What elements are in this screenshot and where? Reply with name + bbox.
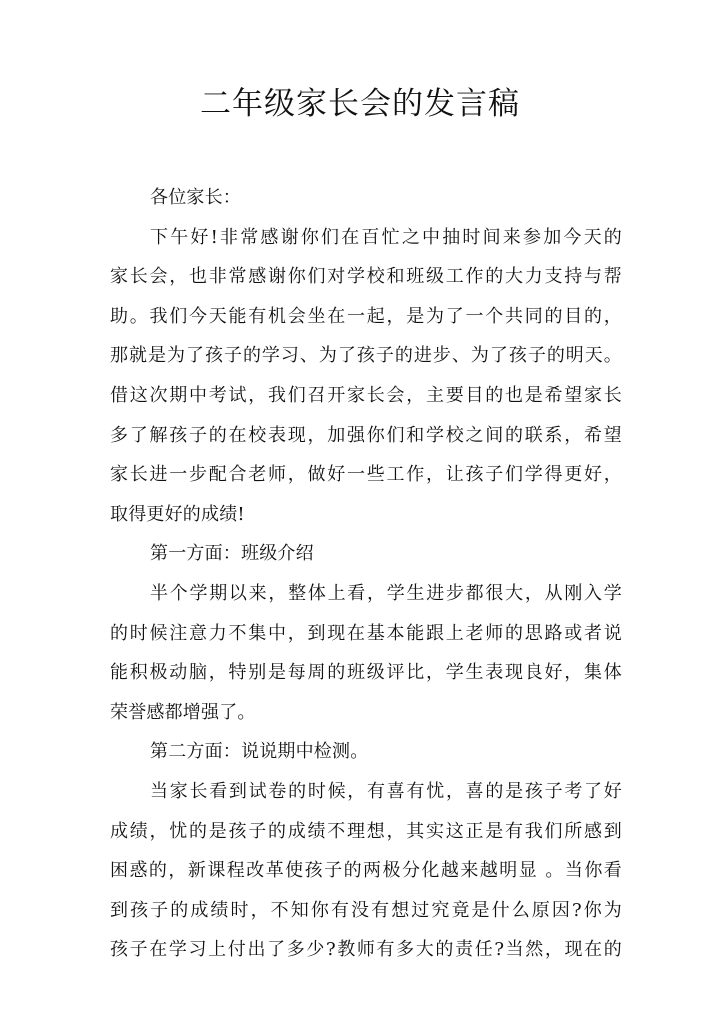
text-line: 那就是为了孩子的学习、为了孩子的进步、为了孩子的明天。 bbox=[110, 345, 622, 367]
text-line: 多了解孩子的在校表现，加强你们和学校之间的联系，希望 bbox=[110, 424, 622, 446]
text-line: 能积极动脑，特别是每周的班级评比，学生表现良好，集体 bbox=[110, 662, 622, 684]
text-line: 荣誉感都增强了。 bbox=[110, 701, 256, 723]
text-line: 借这次期中考试，我们召开家长会，主要目的也是希望家长 bbox=[110, 384, 622, 406]
text-line: 助。我们今天能有机会坐在一起，是为了一个共同的目的， bbox=[110, 305, 622, 327]
text-line: 困惑的，新课程改革使孩子的两极分化越来越明显 。当你看 bbox=[110, 860, 622, 882]
text-line: 成绩，忧的是孩子的成绩不理想，其实这正是有我们所感到 bbox=[110, 820, 622, 842]
document-title: 二年级家长会的发言稿 bbox=[200, 86, 520, 122]
text-line: 各位家长： bbox=[150, 187, 241, 208]
text-line: 到孩子的成绩时，不知你有没有想过究竟是什么原因?你为 bbox=[110, 899, 622, 921]
text-line: 家长会，也非常感谢你们对学校和班级工作的大力支持与帮 bbox=[110, 266, 622, 288]
text-line: 孩子在学习上付出了多少?教师有多大的责任?当然，现在的 bbox=[110, 939, 622, 961]
text-line: 半个学期以来，整体上看，学生进步都很大，从刚入学 bbox=[150, 582, 622, 604]
text-line: 家长进一步配合老师，做好一些工作，让孩子们学得更好， bbox=[110, 464, 622, 486]
document-body bbox=[110, 178, 622, 970]
text-line: 的时候注意力不集中，到现在基本能跟上老师的思路或者说 bbox=[110, 622, 622, 644]
text-line: 第一方面：班级介绍 bbox=[150, 543, 314, 565]
text-line: 下午好!非常感谢你们在百忙之中抽时间来参加今天的 bbox=[150, 226, 622, 248]
text-line: 当家长看到试卷的时候，有喜有忧，喜的是孩子考了好 bbox=[150, 780, 622, 802]
text-line: 第二方面：说说期中检测。 bbox=[150, 741, 369, 763]
text-line: 取得更好的成绩! bbox=[110, 503, 245, 525]
